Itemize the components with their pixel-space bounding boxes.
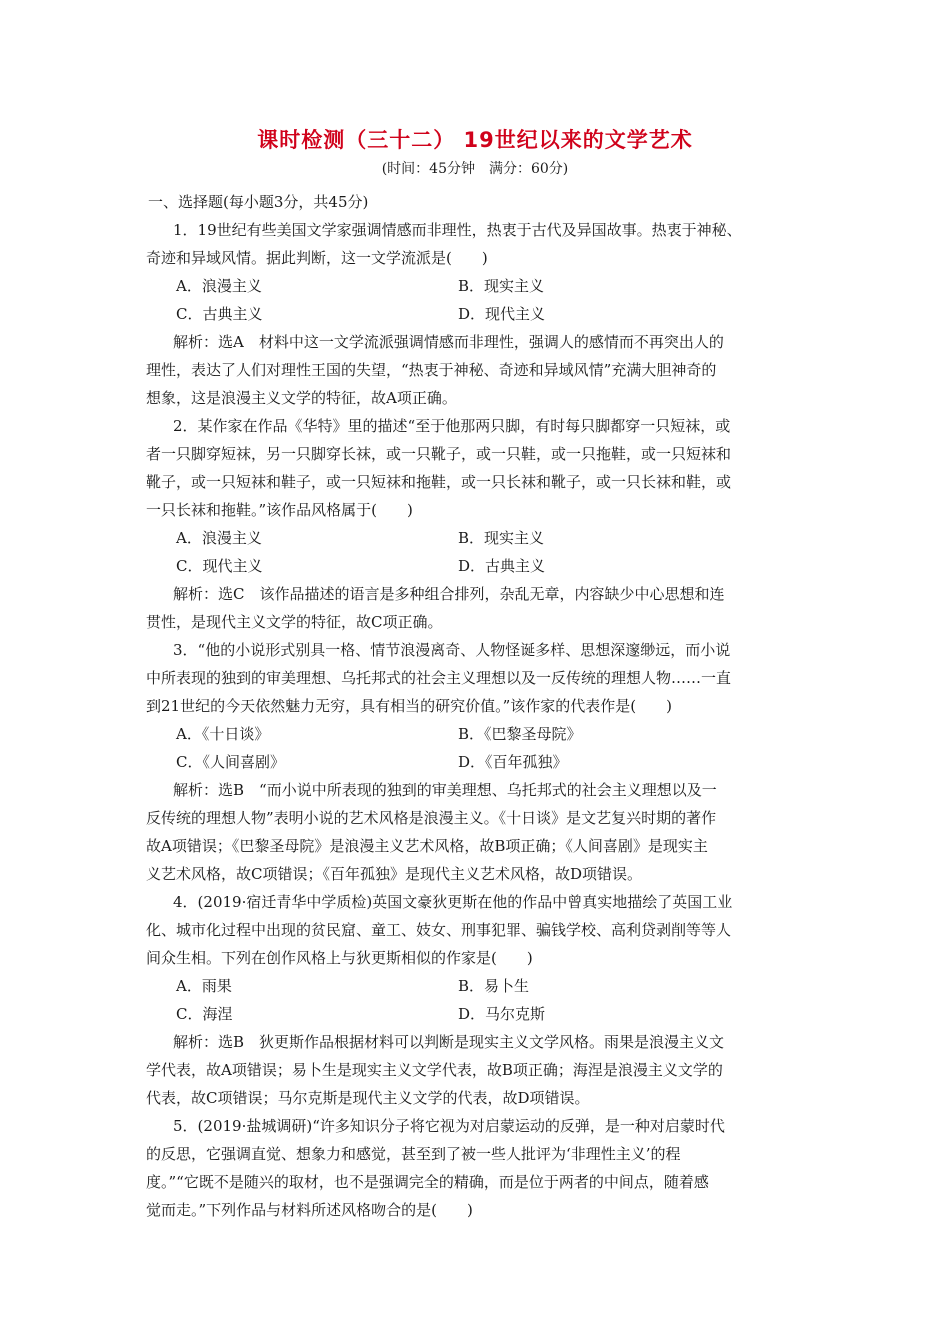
option-c: C．海涅 bbox=[176, 1005, 233, 1023]
option-c: C．《人间喜剧》 bbox=[176, 753, 285, 771]
option-b: B．现实主义 bbox=[458, 277, 545, 295]
page-title: 课时检测（三十二） 19世纪以来的文学艺术 bbox=[257, 128, 693, 152]
analysis-line: 解析：选A 材料中这一文学流派强调情感而非理性，强调人的感情而不再突出人的 bbox=[173, 333, 724, 351]
question-line: 度。”“它既不是随兴的取材，也不是强调完全的精确，而是位于两者的中间点，随着感 bbox=[146, 1173, 709, 1191]
analysis-line: 故A项错误；《巴黎圣母院》是浪漫主义艺术风格，故B项正确；《人间喜剧》是现实主 bbox=[146, 837, 708, 855]
option-c: C．现代主义 bbox=[176, 557, 263, 575]
question-line: 一只长袜和拖鞋。”该作品风格属于( ) bbox=[146, 501, 413, 519]
time-score-info: (时间：45分钟 满分：60分) bbox=[381, 161, 569, 177]
analysis-line: 学代表，故A项错误；易卜生是现实主义文学代表，故B项正确；海涅是浪漫主义文学的 bbox=[146, 1061, 723, 1079]
question-line: 到21世纪的今天依然魅力无穷，具有相当的研究价值。”该作家的代表作是( ) bbox=[146, 697, 672, 715]
analysis-line: 理性，表达了人们对理性王国的失望，“热衷于神秘、奇迹和异域风情”充满大胆神奇的 bbox=[146, 361, 717, 379]
question-line: 觉而走。”下列作品与材料所述风格吻合的是( ) bbox=[146, 1201, 473, 1219]
option-d: D．马尔克斯 bbox=[458, 1005, 546, 1023]
question-line: 间众生相。下列在创作风格上与狄更斯相似的作家是( ) bbox=[146, 949, 533, 967]
analysis-line: 贯性，是现代主义文学的特征，故C项正确。 bbox=[146, 613, 443, 631]
question-line: 5．(2019·盐城调研)“许多知识分子将它视为对启蒙运动的反弹，是一种对启蒙时代 bbox=[173, 1117, 725, 1135]
option-c: C．古典主义 bbox=[176, 305, 263, 323]
question-line: 3．“他的小说形式别具一格、情节浪漫离奇、人物怪诞多样、思想深邃缈远，而小说 bbox=[173, 641, 731, 659]
option-d: D．《百年孤独》 bbox=[458, 753, 568, 771]
section-heading: 一、选择题(每小题3分，共45分) bbox=[148, 193, 369, 211]
option-a: A．浪漫主义 bbox=[176, 529, 262, 547]
analysis-line: 反传统的理想人物”表明小说的艺术风格是浪漫主义。《十日谈》是文艺复兴时期的著作 bbox=[146, 809, 717, 827]
analysis-line: 解析：选B “而小说中所表现的独到的审美理想、乌托邦式的社会主义理想以及一 bbox=[173, 781, 717, 799]
analysis-line: 想象，这是浪漫主义文学的特征，故A项正确。 bbox=[146, 389, 457, 407]
option-a: A．雨果 bbox=[176, 977, 232, 995]
question-line: 4．(2019·宿迁青华中学质检)英国文豪狄更斯在他的作品中曾真实地描绘了英国工业 bbox=[173, 893, 733, 911]
question-line: 奇迹和异域风情。据此判断，这一文学流派是( ) bbox=[146, 249, 488, 267]
option-b: B．《巴黎圣母院》 bbox=[458, 725, 582, 743]
option-b: B．现实主义 bbox=[458, 529, 545, 547]
question-line: 化、城市化过程中出现的贫民窟、童工、妓女、刑事犯罪、骗钱学校、高利贷剥削等等人 bbox=[146, 921, 732, 939]
question-line: 靴子，或一只短袜和鞋子，或一只短袜和拖鞋，或一只长袜和靴子，或一只长袜和鞋，或 bbox=[146, 473, 732, 491]
analysis-line: 解析：选C 该作品描述的语言是多种组合排列，杂乱无章，内容缺少中心思想和连 bbox=[173, 585, 725, 603]
option-d: D．古典主义 bbox=[458, 557, 546, 575]
question-line: 1．19世纪有些美国文学家强调情感而非理性，热衷于古代及异国故事。热衷于神秘、 bbox=[173, 221, 742, 239]
question-line: 中所表现的独到的审美理想、乌托邦式的社会主义理想以及一反传统的理想人物……一直 bbox=[146, 669, 732, 687]
analysis-line: 解析：选B 狄更斯作品根据材料可以判断是现实主义文学风格。雨果是浪漫主义文 bbox=[173, 1033, 725, 1051]
option-a: A．浪漫主义 bbox=[176, 277, 262, 295]
question-line: 2．某作家在作品《华特》里的描述“至于他那两只脚，有时每只脚都穿一只短袜，或 bbox=[173, 417, 731, 435]
question-line: 的反思，它强调直觉、想象力和感觉，甚至到了被一些人批评为‘非理性主义’的程 bbox=[146, 1145, 681, 1163]
option-a: A．《十日谈》 bbox=[176, 725, 270, 743]
option-d: D．现代主义 bbox=[458, 305, 546, 323]
question-line: 者一只脚穿短袜，另一只脚穿长袜，或一只靴子，或一只鞋，或一只拖鞋，或一只短袜和 bbox=[146, 445, 732, 463]
option-b: B．易卜生 bbox=[458, 977, 530, 995]
analysis-line: 代表，故C项错误；马尔克斯是现代主义文学的代表，故D项错误。 bbox=[146, 1089, 590, 1107]
analysis-line: 义艺术风格，故C项错误；《百年孤独》是现代主义艺术风格，故D项错误。 bbox=[146, 865, 643, 883]
